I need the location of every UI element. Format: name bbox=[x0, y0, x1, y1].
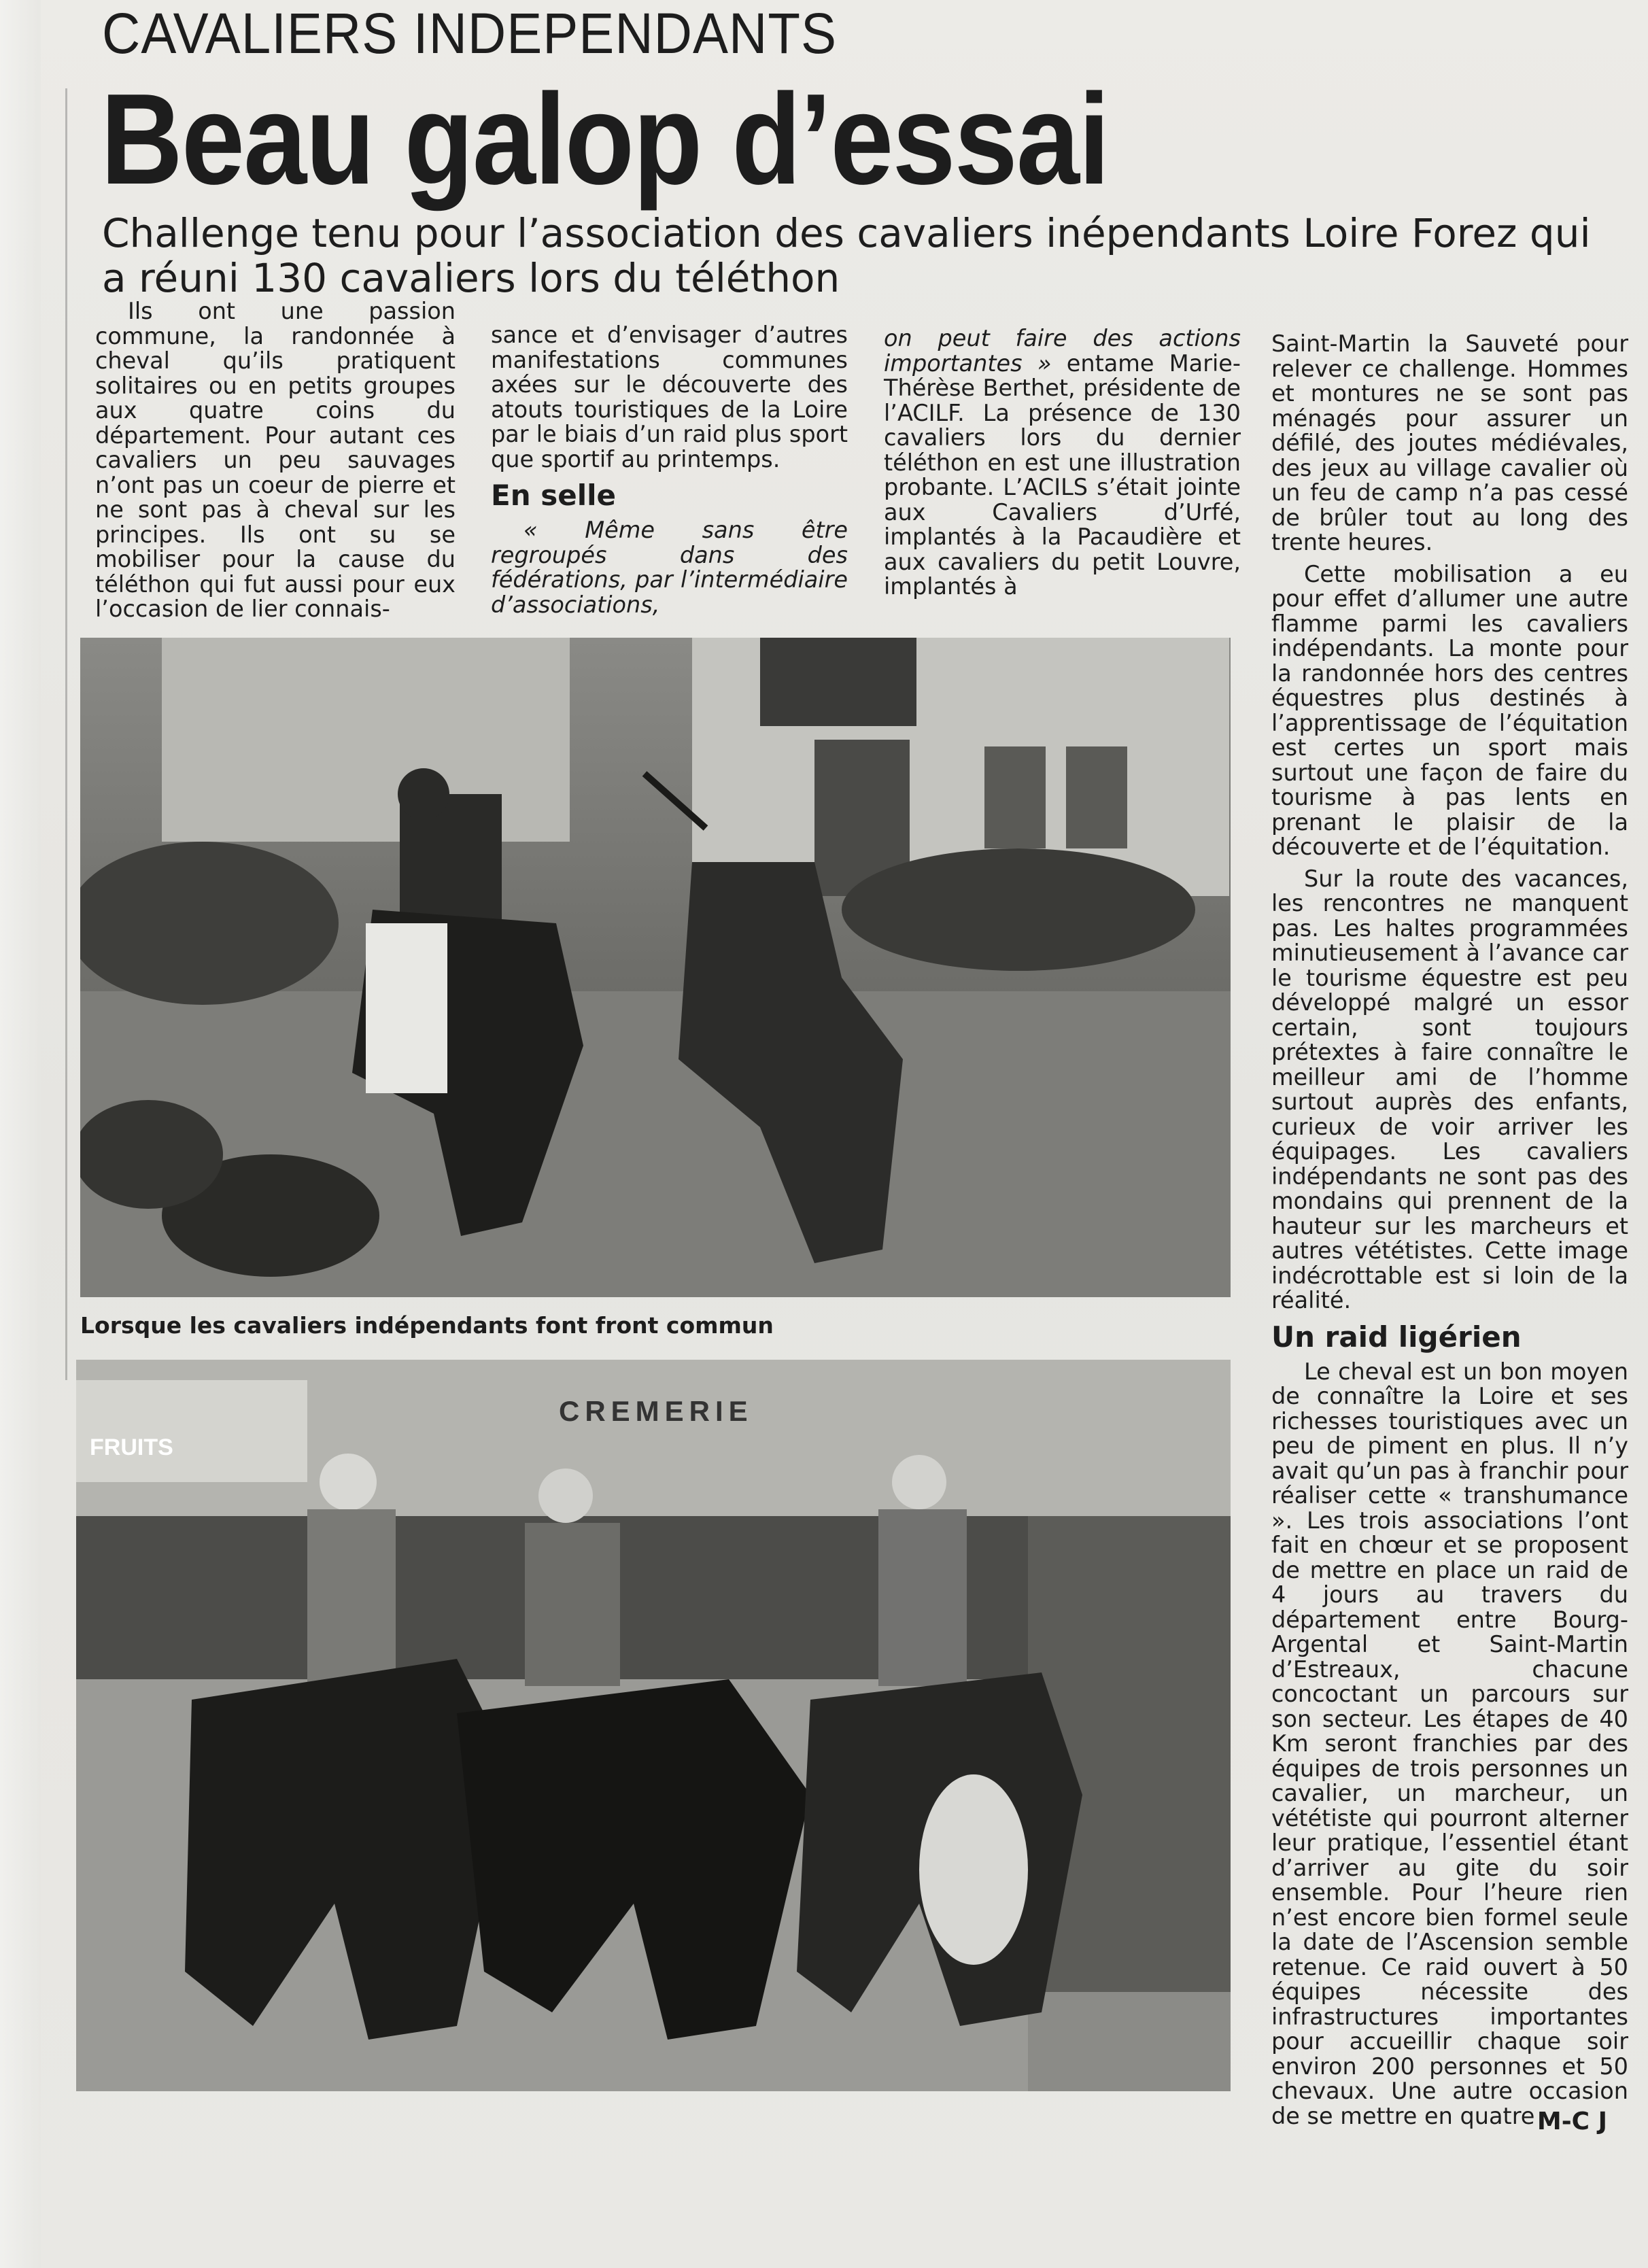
column-4 bbox=[1271, 332, 1628, 2135]
paragraph-col4-4: Le cheval est un bon moyen de connaître la Loire et ses richesses touristiques avec un peu de piment en plus. Il n’y avait qu’un pas à franchir pour réaliser cette « transhumance ». Les trois associations l’ont fait en chœur et se proposent de mettre en place un raid de 4 jours au travers du département entre Bourg-Argental et Saint-Martin d’Estreaux, chacune concoctant un parcours sur son secteur. Les étapes de 40 Km seront franchies par des équipes de trois personnes un cavalier, un marcheur, un vététiste qui pourront alterner leur pratique, l’essentiel étant d’arriver au gite du soir ensemble. Pour l’heure rien n’est encore bien formel seule la date de l’Ascension semble retenue. Ce raid ouvert à 50 équipes nécessite des infrastructures importantes pour accueillir chaque soir environ 200 personnes et 50 chevaux. Une autre occasion de se mettre en quatre bbox=[1271, 1358, 1628, 2129]
article-deck: Challenge tenu pour l’association des cavaliers inépendants Loire Forez qui a réuni 130 cavaliers lors du téléthon bbox=[102, 210, 1591, 301]
quote-text-col2: « Même sans être regroupés dans des fédérations, par l’intermédiaire d’associations, bbox=[491, 517, 848, 618]
column-rule bbox=[65, 88, 67, 1380]
paragraph-col4-1: Saint-Martin la Sauveté pour relever ce challenge. Hommes et montures ne se sont pas ménagés pour assurer un défilé, des joutes médiévales, des jeux au village cavalier où un feu de camp n’a pas cessé de brûler tout au long des trente heures. bbox=[1271, 330, 1628, 555]
subhead-raid-ligerien: Un raid ligérien bbox=[1271, 1320, 1522, 1354]
shop-sign-cremerie: CREMERIE bbox=[559, 1395, 753, 1427]
article-kicker: CAVALIERS INDEPENDANTS bbox=[102, 1, 838, 66]
photo-riders bbox=[76, 1360, 1231, 2091]
paragraph-col4-3: Sur la route des vacances, les rencontres ne manquent pas. Les haltes programmées minutieusement à l’avance car le tourisme équestre est peu développé malgré un essor certain, sont toujours prétextes à faire connaître le meilleur ami de l’homme surtout auprès des enfants, curieux de voir arriver les équipages. Les cavaliers indépendants ne sont pas des mondains qui prennent de la hauteur sur les marcheurs et autres vététistes. Cette image indécrottable est si loin de la réalité. bbox=[1271, 865, 1628, 1313]
paragraph-col3 bbox=[884, 326, 1241, 600]
column-2 bbox=[491, 323, 848, 624]
paper-edge bbox=[0, 0, 41, 2268]
column-3 bbox=[884, 326, 1241, 606]
subhead-en-selle: En selle bbox=[491, 479, 616, 512]
author-signature: M-C J bbox=[1537, 2108, 1607, 2135]
shop-sign-fruits: FRUITS bbox=[90, 1434, 173, 1460]
paragraph-col2: sance et d’envisager d’autres manifestations communes axées sur le découverte des atouts touristiques de la Loire par le biais d’un raid plus sport que sportif au printemps. bbox=[491, 322, 848, 472]
column-1 bbox=[95, 299, 456, 629]
photo-caption: Lorsque les cavaliers indépendants font front commun bbox=[80, 1312, 774, 1339]
paragraph-col4-2: Cette mobilisation a eu pour effet d’allumer une autre flamme parmi les cavaliers indépendants. La monte pour la randonnée hors des centres équestres plus destinés à l’apprentissage de l’équitation est certes un sport mais surtout une façon de faire du tourisme à pas lents en prenant le plaisir de la découverte et de l’équitation. bbox=[1271, 560, 1628, 860]
text-col3: entame Marie-Thérèse Berthet, présidente de l’ACILF. La présence de 130 cavaliers lors du dernier téléthon en est une illustration probante. L’ACILS s’était jointe aux Cavaliers d’Urfé, implantés à la Pacaudière et aux cavaliers du petit Louvre, implantés à bbox=[884, 349, 1241, 600]
quote-text-col3: on peut faire des actions importantes » bbox=[884, 325, 1241, 377]
photo-jousting bbox=[80, 638, 1231, 1297]
quote-col2 bbox=[491, 518, 848, 617]
paragraph-col1: Ils ont une passion commune, la randonnée à cheval qu’ils pratiquent solitaires ou en petits groupes aux quatre coins du département. Pour autant ces cavaliers un peu sauvages n’ont pas un coeur de pierre et ne sont pas à cheval sur les principes. Ils ont su se mobiliser pour la cause du téléthon qui fut aussi pour eux l’occasion de lier connais- bbox=[95, 298, 456, 622]
article-headline: Beau galop d’essai bbox=[101, 67, 1109, 211]
